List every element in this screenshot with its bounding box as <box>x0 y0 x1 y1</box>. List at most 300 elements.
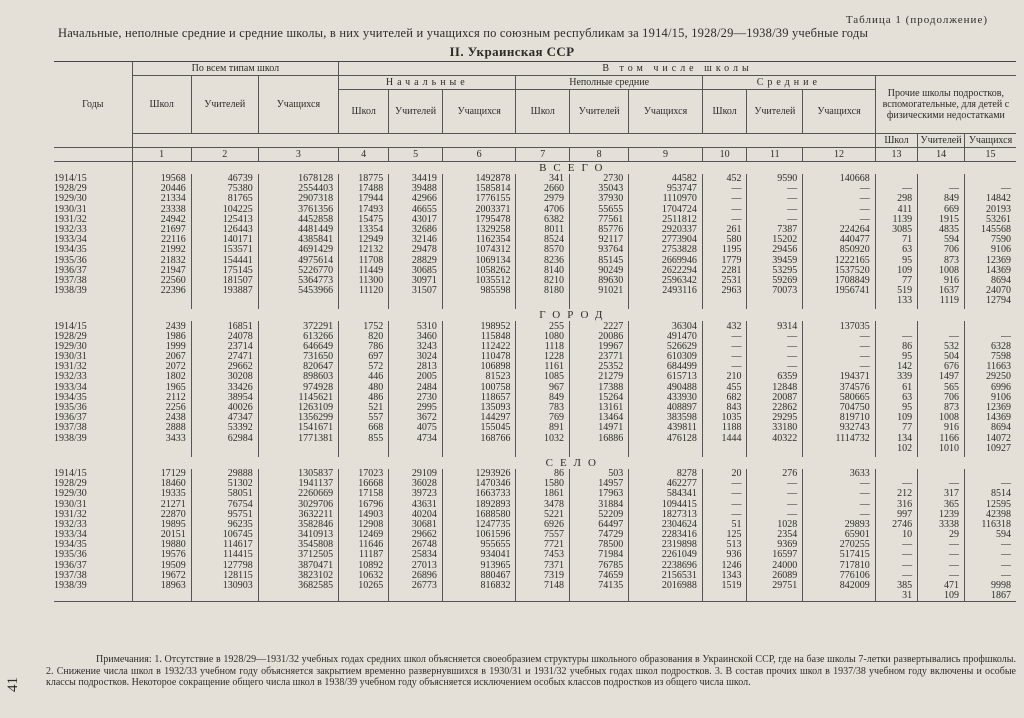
table-cell: 385 <box>875 581 917 591</box>
table-cell: 144297 <box>442 413 516 423</box>
table-cell: 95751 <box>191 510 258 520</box>
table-cell: 77 <box>875 423 917 433</box>
table-cell: 1263109 <box>258 403 338 413</box>
table-cell: 29893 <box>803 520 876 530</box>
table-cell: — <box>702 194 747 204</box>
table-cell: 2730 <box>570 174 629 184</box>
table-cell: 513 <box>702 540 747 550</box>
table-cell: 850920 <box>803 245 876 255</box>
table-cell: 1580 <box>516 479 570 489</box>
table-cell <box>570 591 629 602</box>
page-number: 41 <box>5 677 21 692</box>
table-cell: 439811 <box>629 423 703 433</box>
column-number: 2 <box>191 148 258 162</box>
table-cell: 1827313 <box>629 510 703 520</box>
table-cell: 4075 <box>389 423 443 433</box>
table-cell: 432 <box>702 321 747 331</box>
table-cell: — <box>702 489 747 499</box>
table-cell: 953747 <box>629 184 703 194</box>
table-cell: 4691429 <box>258 245 338 255</box>
table-cell: — <box>803 352 876 362</box>
table-cell: 7319 <box>516 571 570 581</box>
table-cell: 85145 <box>570 256 629 266</box>
table-cell: 2319898 <box>629 540 703 550</box>
table-row <box>54 403 1016 413</box>
table-cell: 1114732 <box>803 434 876 444</box>
table-cell: 9369 <box>747 540 803 550</box>
table-cell: 30681 <box>389 520 443 530</box>
table-cell <box>702 444 747 454</box>
table-cell: — <box>702 184 747 194</box>
table-cell: — <box>702 479 747 489</box>
table-cell: — <box>747 215 803 225</box>
table-cell: 39459 <box>747 256 803 266</box>
row-year: 1931/32 <box>54 508 87 520</box>
table-cell: 85776 <box>570 225 629 235</box>
table-cell: 7387 <box>747 225 803 235</box>
table-cell <box>747 444 803 454</box>
table-cell: 130903 <box>191 581 258 591</box>
table-cell: 75380 <box>191 184 258 194</box>
table-cell: 1145621 <box>258 393 338 403</box>
table-cell: 7598 <box>965 352 1016 362</box>
table-cell <box>629 296 703 306</box>
table-row <box>54 581 1016 591</box>
table-row <box>54 520 1016 530</box>
table-cell: 706 <box>918 393 965 403</box>
row-year: 1928/29 <box>54 183 87 195</box>
table-cell: 145568 <box>965 225 1016 235</box>
table-cell: 3243 <box>389 342 443 352</box>
table-cell: 8140 <box>516 266 570 276</box>
table-cell: 1305837 <box>258 469 338 479</box>
table-row <box>54 256 1016 266</box>
row-year: 1928/29 <box>54 478 87 490</box>
table-cell: 873 <box>918 403 965 413</box>
table-cell: 3682585 <box>258 581 338 591</box>
table-cell: 22560 <box>132 276 191 286</box>
table-cell: 17944 <box>339 194 389 204</box>
table-cell: 30208 <box>191 372 258 382</box>
table-cell: 13161 <box>570 403 629 413</box>
table-cell: 19895 <box>132 520 191 530</box>
table-cell: 584341 <box>629 489 703 499</box>
table-cell: 51 <box>702 520 747 530</box>
table-cell: 181507 <box>191 276 258 286</box>
table-cell: 24070 <box>965 286 1016 296</box>
table-cell: 8011 <box>516 225 570 235</box>
table-cell: 29456 <box>747 245 803 255</box>
table-cell: 13464 <box>570 413 629 423</box>
table-cell: 76754 <box>191 499 258 509</box>
table-cell: 22116 <box>132 235 191 245</box>
table-cell: 81523 <box>442 372 516 382</box>
row-year <box>54 296 132 306</box>
table-cell: 1892893 <box>442 499 516 509</box>
table-cell: 3029706 <box>258 499 338 509</box>
table-cell: 913965 <box>442 561 516 571</box>
table-cell: 2773904 <box>629 235 703 245</box>
table-cell: — <box>918 561 965 571</box>
header-teachers: Учителей <box>747 90 803 134</box>
table-cell: 317 <box>918 489 965 499</box>
table-cell: 46739 <box>191 174 258 184</box>
table-cell: — <box>965 561 1016 571</box>
table-cell: 491470 <box>629 332 703 342</box>
table-cell: 1058262 <box>442 266 516 276</box>
table-row <box>54 434 1016 444</box>
table-cell: 916 <box>918 276 965 286</box>
table-cell: 9998 <box>965 581 1016 591</box>
header-schools: Школ <box>132 76 191 134</box>
table-cell: 62984 <box>191 434 258 444</box>
column-number-blank <box>54 148 132 162</box>
table-cell: 43017 <box>389 215 443 225</box>
table-cell: 77 <box>875 276 917 286</box>
table-cell: 704750 <box>803 403 876 413</box>
table-cell: 3761356 <box>258 205 338 215</box>
table-cell: 224264 <box>803 225 876 235</box>
table-cell: 5453966 <box>258 286 338 296</box>
table-cell: 1008 <box>918 266 965 276</box>
table-cell: 8236 <box>516 256 570 266</box>
table-cell: 1585814 <box>442 184 516 194</box>
row-year: 1936/37 <box>54 412 87 424</box>
table-cell: 21271 <box>132 499 191 509</box>
table-cell: 32686 <box>389 225 443 235</box>
table-cell: 12369 <box>965 256 1016 266</box>
table-cell: 1239 <box>918 510 965 520</box>
table-cell: 1708849 <box>803 276 876 286</box>
table-cell: 168766 <box>442 434 516 444</box>
table-cell: 5364773 <box>258 276 338 286</box>
table-cell: 8180 <box>516 286 570 296</box>
table-cell: — <box>803 205 876 215</box>
table-cell: 1195 <box>702 245 747 255</box>
table-cell: 31 <box>875 591 917 602</box>
table-cell: 210 <box>702 372 747 382</box>
table-row <box>54 444 1016 454</box>
table-cell: 112422 <box>442 342 516 352</box>
table-cell <box>258 296 338 306</box>
table-cell: 21832 <box>132 256 191 266</box>
table-cell: 19568 <box>132 174 191 184</box>
table-cell: 14842 <box>965 194 1016 204</box>
table-cell: 2554403 <box>258 184 338 194</box>
table-cell <box>442 591 516 602</box>
table-row <box>54 296 1016 306</box>
table-cell <box>132 444 191 454</box>
table-cell: 22396 <box>132 286 191 296</box>
table-cell: — <box>965 479 1016 489</box>
column-number: 8 <box>570 148 629 162</box>
table-row <box>54 469 1016 479</box>
table-cell: 2112 <box>132 393 191 403</box>
table-cell: 11187 <box>339 550 389 560</box>
table-cell: 3410913 <box>258 530 338 540</box>
table-cell: — <box>747 184 803 194</box>
row-year: 1938/39 <box>54 432 87 444</box>
table-cell: — <box>747 510 803 520</box>
table-cell: 47347 <box>191 413 258 423</box>
table-cell: 2907318 <box>258 194 338 204</box>
table-cell: 1074312 <box>442 245 516 255</box>
table-cell: 11449 <box>339 266 389 276</box>
table-cell: 17963 <box>570 489 629 499</box>
table-cell: 1861 <box>516 489 570 499</box>
table-cell: 37930 <box>570 194 629 204</box>
header-teachers: Учителей <box>918 134 965 148</box>
table-cell: 12848 <box>747 383 803 393</box>
table-cell: 18460 <box>132 479 191 489</box>
table-cell: 70073 <box>747 286 803 296</box>
table-cell: 2281 <box>702 266 747 276</box>
table-cell: 31884 <box>570 499 629 509</box>
table-cell <box>747 591 803 602</box>
table-cell: 40204 <box>389 510 443 520</box>
table-cell: 1663733 <box>442 489 516 499</box>
table-cell: 16668 <box>339 479 389 489</box>
table-cell: 2354 <box>747 530 803 540</box>
table-cell: — <box>747 362 803 372</box>
header-incomplete: Неполные средние <box>516 76 702 90</box>
table-cell: 669 <box>918 205 965 215</box>
table-cell: 95 <box>875 403 917 413</box>
table-cell: 1110970 <box>629 194 703 204</box>
table-cell <box>516 591 570 602</box>
table-cell: 1965 <box>132 383 191 393</box>
table-cell: 2072 <box>132 362 191 372</box>
table-cell: 7148 <box>516 581 570 591</box>
table-row <box>54 235 1016 245</box>
table-cell: 849 <box>918 194 965 204</box>
table-cell: 1941137 <box>258 479 338 489</box>
table-cell: 12908 <box>339 520 389 530</box>
column-number: 15 <box>965 148 1016 162</box>
table-cell: 19672 <box>132 571 191 581</box>
table-cell: 12132 <box>339 245 389 255</box>
table-cell: 142 <box>875 362 917 372</box>
table-notes: Примечания: 1. Отсутствие в 1928/29—1931/32 учебных годах средних школ объясняется своеобразием структуры школьного образования в Украинской ССР, где на базе школы 7-летки развертывались профшколы. 2. Снижение числа школ в 1932/33 учебном году объясняется закрытием временно развернувшихся в 1930/31 и 1931/32 учебных годах школ подростков. 3. В состав прочих школ в 1937/38 учебном году включены и особые классы подростков. Некоторое сокращение общего числа школ в 1938/39 учебном году объясняется исключением особых классов подростков из общего числа школ. <box>46 654 1016 688</box>
table-cell: 433930 <box>629 393 703 403</box>
table-cell: 786 <box>339 342 389 352</box>
table-cell: 1999 <box>132 342 191 352</box>
table-cell: 44582 <box>629 174 703 184</box>
table-cell: 19335 <box>132 489 191 499</box>
table-cell: 932743 <box>803 423 876 433</box>
table-cell: 1293926 <box>442 469 516 479</box>
table-cell: 819710 <box>803 413 876 423</box>
table-cell: 154441 <box>191 256 258 266</box>
table-cell: 1228 <box>516 352 570 362</box>
table-cell: 3632211 <box>258 510 338 520</box>
table-row <box>54 174 1016 184</box>
table-cell: 110478 <box>442 352 516 362</box>
table-cell: 19967 <box>570 342 629 352</box>
table-row <box>54 321 1016 331</box>
table-cell: 30971 <box>389 276 443 286</box>
table-cell: 532 <box>918 342 965 352</box>
table-cell: 34419 <box>389 174 443 184</box>
table-cell: 3633 <box>803 469 876 479</box>
table-cell: 11120 <box>339 286 389 296</box>
table-cell: 93764 <box>570 245 629 255</box>
table-cell: 3823102 <box>258 571 338 581</box>
table-cell: 816832 <box>442 581 516 591</box>
table-cell: 21697 <box>132 225 191 235</box>
row-year <box>54 444 132 454</box>
table-cell: 676 <box>918 362 965 372</box>
row-year: 1932/33 <box>54 371 87 383</box>
table-cell: 42966 <box>389 194 443 204</box>
table-cell: 646649 <box>258 342 338 352</box>
table-cell: 29250 <box>965 372 1016 382</box>
table-cell: 14369 <box>965 266 1016 276</box>
table-cell: 20446 <box>132 184 191 194</box>
table-cell: 486 <box>339 393 389 403</box>
table-cell: 43631 <box>389 499 443 509</box>
row-year: 1914/15 <box>54 320 87 332</box>
table-cell: 1492878 <box>442 174 516 184</box>
row-year: 1935/36 <box>54 549 87 561</box>
table-cell: 13354 <box>339 225 389 235</box>
table-cell: 880467 <box>442 571 516 581</box>
table-cell: 21947 <box>132 266 191 276</box>
table-cell <box>389 296 443 306</box>
table-cell: 36304 <box>629 321 703 331</box>
table-cell: 29751 <box>747 581 803 591</box>
table-cell: 2888 <box>132 423 191 433</box>
table-cell: 4452858 <box>258 215 338 225</box>
table-cell: 26089 <box>747 571 803 581</box>
table-cell: 1343 <box>702 571 747 581</box>
table-cell: 11646 <box>339 540 389 550</box>
table-cell <box>803 591 876 602</box>
table-cell: 58051 <box>191 489 258 499</box>
table-cell: 731650 <box>258 352 338 362</box>
table-cell: 365 <box>918 499 965 509</box>
table-cell: 194371 <box>803 372 876 382</box>
table-cell: 769 <box>516 413 570 423</box>
table-cell: — <box>875 571 917 581</box>
table-cell: 476128 <box>629 434 703 444</box>
table-cell: 2016988 <box>629 581 703 591</box>
table-cell: 2669946 <box>629 256 703 266</box>
table-cell <box>747 296 803 306</box>
table-row <box>54 499 1016 509</box>
table-cell: 1010 <box>918 444 965 454</box>
table-cell: 557 <box>339 413 389 423</box>
table-cell: 3338 <box>918 520 965 530</box>
table-cell: — <box>965 550 1016 560</box>
header-students: Учащихся <box>965 134 1016 148</box>
table-cell: 2227 <box>570 321 629 331</box>
table-cell: 35043 <box>570 184 629 194</box>
table-cell: 2484 <box>389 383 443 393</box>
table-cell: 8278 <box>629 469 703 479</box>
table-cell: — <box>918 571 965 581</box>
table-cell: 613266 <box>258 332 338 342</box>
table-cell: 2283416 <box>629 530 703 540</box>
table-cell: 26896 <box>389 571 443 581</box>
table-cell: 1162354 <box>442 235 516 245</box>
table-cell: 25352 <box>570 362 629 372</box>
table-cell: 6359 <box>747 372 803 382</box>
table-cell: 1752 <box>339 321 389 331</box>
table-cell: 615713 <box>629 372 703 382</box>
table-cell: 2003371 <box>442 205 516 215</box>
table-cell: 22870 <box>132 510 191 520</box>
table-cell: 446 <box>339 372 389 382</box>
table-cell <box>389 444 443 454</box>
table-cell: 20 <box>702 469 747 479</box>
table-cell: 7371 <box>516 561 570 571</box>
table-cell: 684499 <box>629 362 703 372</box>
row-year: 1930/31 <box>54 203 87 215</box>
table-cell: 23714 <box>191 342 258 352</box>
table-cell: 8570 <box>516 245 570 255</box>
table-cell: 114415 <box>191 550 258 560</box>
table-cell: 843 <box>702 403 747 413</box>
table-cell: 4975614 <box>258 256 338 266</box>
table-cell: 1069134 <box>442 256 516 266</box>
table-cell: 8514 <box>965 489 1016 499</box>
table-cell: — <box>747 205 803 215</box>
table-cell: 116318 <box>965 520 1016 530</box>
table-cell <box>570 444 629 454</box>
table-label: Таблица 1 (продолжение) <box>845 14 988 26</box>
table-cell: 4835 <box>918 225 965 235</box>
table-cell: 255 <box>516 321 570 331</box>
table-cell: — <box>918 479 965 489</box>
column-number: 10 <box>702 148 747 162</box>
table-cell: — <box>918 540 965 550</box>
table-cell: 3870471 <box>258 561 338 571</box>
table-cell: 452 <box>702 174 747 184</box>
table-cell <box>339 296 389 306</box>
table-cell: 19509 <box>132 561 191 571</box>
table-cell: — <box>803 479 876 489</box>
table-cell: 20151 <box>132 530 191 540</box>
row-year: 1937/38 <box>54 274 87 286</box>
table-cell: 198952 <box>442 321 516 331</box>
table-cell: 1061596 <box>442 530 516 540</box>
table-cell: — <box>875 561 917 571</box>
row-year <box>54 591 132 602</box>
table-cell: 270255 <box>803 540 876 550</box>
table-cell: — <box>965 332 1016 342</box>
table-cell: 898603 <box>258 372 338 382</box>
table-cell: 106898 <box>442 362 516 372</box>
table-cell: 955655 <box>442 540 516 550</box>
table-cell: 89630 <box>570 276 629 286</box>
table-cell: — <box>875 550 917 560</box>
table-cell: 5310 <box>389 321 443 331</box>
column-number: 11 <box>747 148 803 162</box>
table-cell: 2995 <box>389 403 443 413</box>
table-cell: 2511812 <box>629 215 703 225</box>
table-cell: 29662 <box>191 362 258 372</box>
table-cell: — <box>803 215 876 225</box>
table-cell: 2067 <box>132 352 191 362</box>
table-cell: 16597 <box>747 550 803 560</box>
table-cell: 6926 <box>516 520 570 530</box>
table-cell: 16796 <box>339 499 389 509</box>
table-cell <box>191 444 258 454</box>
row-year: 1934/35 <box>54 391 87 403</box>
table-cell <box>629 444 703 454</box>
table-cell: 32146 <box>389 235 443 245</box>
